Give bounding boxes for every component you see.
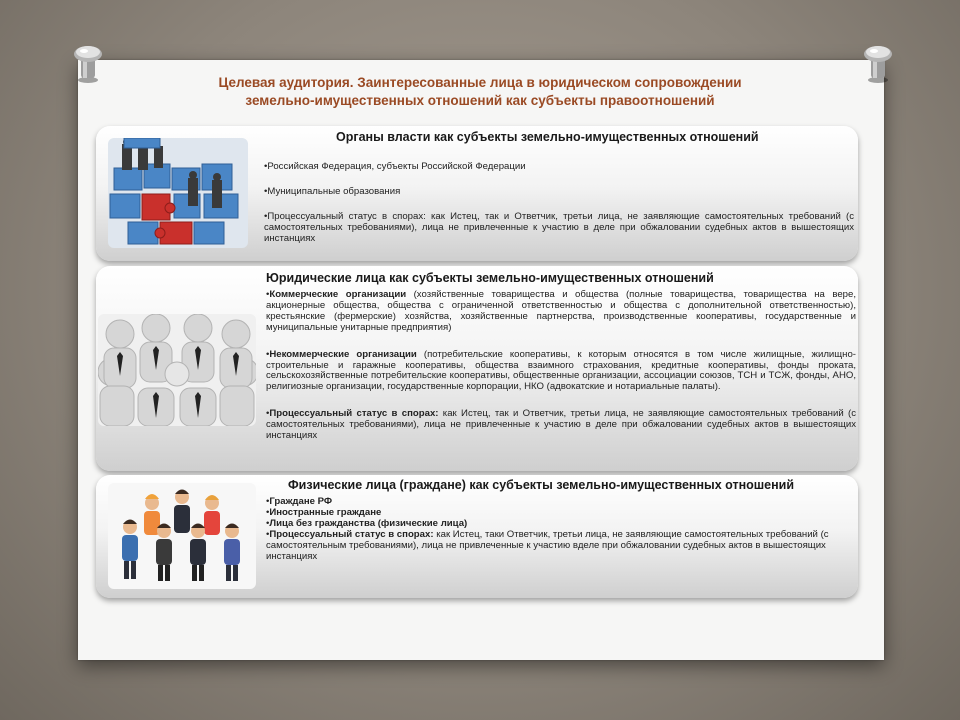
list-item: •Российская Федерация, субъекты Российской Федерации — [264, 161, 526, 172]
panel-individuals — [96, 475, 858, 598]
pushpin-icon — [68, 40, 108, 86]
list-item: •Процессуальный статус в спорах: как Истец, таки Ответчик, третьи лица, не заявляющие самостоятельных требований (с самостоятельным требованиями), лица не привлеченные к участию вделе при обжаловании судебных актов в вышестоящих инстанциях — [266, 528, 829, 562]
panel-body — [264, 162, 854, 245]
hands-together-image — [98, 314, 256, 426]
list-item: •Граждане РФ — [266, 496, 333, 507]
list-item: •Лица без гражданства (физические лица) — [266, 517, 468, 529]
slide-title-line2: земельно-имущественных отношений как субъекты правоотношений — [245, 93, 715, 108]
panel-body — [266, 497, 856, 562]
panel-title: Физические лица (граждане) как субъекты земельно-имущественных отношений — [288, 478, 795, 492]
pushpin-icon — [858, 40, 898, 86]
list-item: •Иностранные граждане — [266, 506, 382, 518]
list-item: •Некоммерческие организации (потребительские кооперативы, к которым относятся в том числе жилищные, жилищно-строительные и гаражные кооперативы, общества взаимного страхования, кредитные кооперативы, фонды проката, сельскохозяйственные потребительские кооперативы, общественные организации, ассоциации союзов, ТСН и ТСЖ, фонды, АНО, религиозные организации, государственные корпорации, НКО (адвокатские и нотариальные палаты). — [266, 348, 856, 393]
panel-authorities — [96, 126, 858, 261]
panel-body — [266, 290, 856, 442]
list-item: •Муниципальные образования — [264, 185, 401, 197]
puzzle-people-image — [108, 138, 248, 248]
list-item: •Процессуальный статус в спорах: как Истец, так и Ответчик, третьи лица, не заявляющие самостоятельных требований (с самостоятельных требованиями), лица не привлеченные к участию в деле при обжаловании судебных актов в вышестоящих инстанциях — [266, 408, 856, 442]
citizens-group-image — [108, 483, 256, 589]
list-item: •Коммерческие организации (хозяйственные товарищества и общества (полные товарищества, товарищества на вере, акционерные общества, общества с ограниченной ответственностью и общества с дополнительной ответственностью), крестьянские (фермерские) хозяйства, хозяйственные партнерства, производственные кооперативы, государственные и муниципальные унитарные предприятия) — [266, 289, 856, 333]
slide-title-line1: Целевая аудитория. Заинтересованные лица в юридическом сопровождении — [218, 75, 742, 90]
list-item: •Процессуальный статус в спорах: как Истец, так и Ответчик, третьи лица, не заявляющие самостоятельных требований (с самостоятельных требованиями), лица не привлеченные к участию в деле при обжаловании судебных актов в вышестоящих инстанциях — [264, 210, 854, 244]
panel-title: Юридические лица как субъекты земельно-имущественных отношений — [266, 271, 714, 285]
slide-title — [150, 74, 810, 110]
panel-title: Органы власти как субъекты земельно-имущественных отношений — [336, 130, 759, 144]
panel-legal-entities — [96, 266, 858, 471]
